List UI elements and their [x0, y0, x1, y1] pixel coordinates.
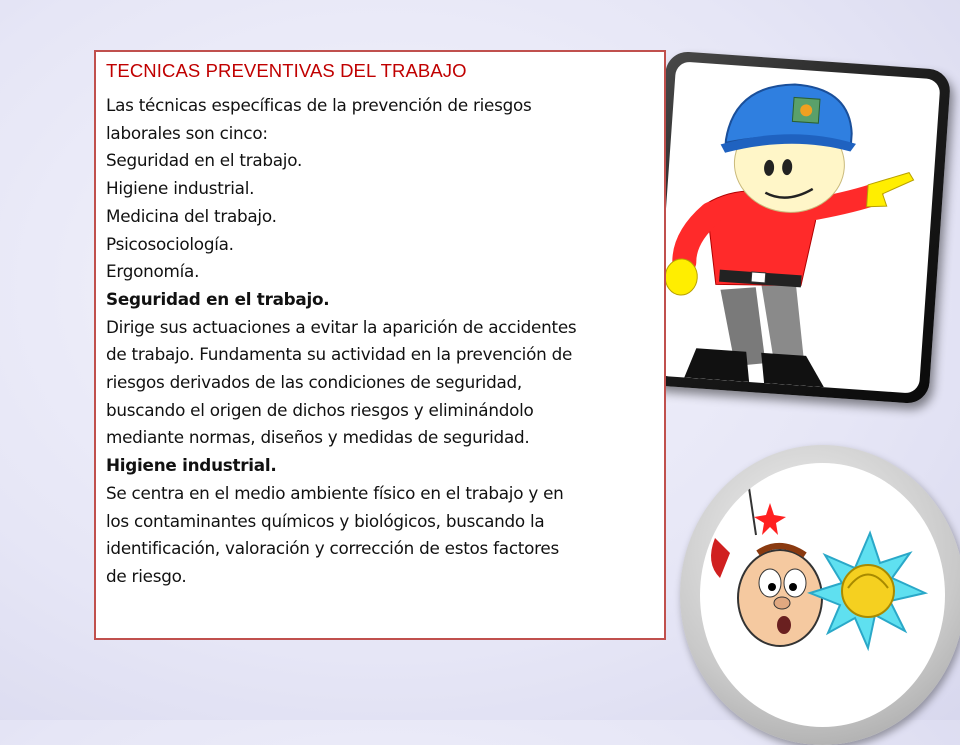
worker-pointing-illustration [654, 61, 940, 394]
head-impact-helmet-illustration [700, 463, 945, 727]
text-line: buscando el origen de dichos riesgos y eliminándolo [106, 399, 534, 420]
section-heading: Seguridad en el trabajo. [106, 288, 330, 309]
slide-title: TECNICAS PREVENTIVAS DEL TRABAJO [106, 60, 467, 81]
section-heading: Higiene industrial. [106, 455, 277, 476]
text-line: Ergonomía. [106, 261, 200, 282]
text-line: de riesgo. [106, 565, 187, 586]
text-line: Las técnicas específicas de la prevención de riesgos [106, 95, 532, 115]
text-line: los contaminantes químicos y biológicos, buscando la [106, 510, 545, 531]
content-text [106, 92, 654, 591]
text-line: Psicosociología. [106, 233, 234, 254]
text-line: mediante normas, diseños y medidas de seguridad. [106, 427, 530, 448]
impact-image-frame [680, 445, 960, 745]
text-line: Se centra en el medio ambiente físico en el trabajo y en [106, 482, 564, 503]
text-line: identificación, valoración y corrección de estos factores [106, 538, 559, 559]
text-line: laborales son cinco: [106, 122, 268, 143]
text-line: riesgos derivados de las condiciones de seguridad, [106, 372, 522, 393]
text-line: Medicina del trabajo. [106, 205, 277, 226]
text-line: Dirige sus actuaciones a evitar la aparición de accidentes [106, 316, 577, 337]
text-line: de trabajo. Fundamenta su actividad en la prevención de [106, 344, 573, 365]
text-line: Seguridad en el trabajo. [106, 150, 303, 171]
text-line: Higiene industrial. [106, 178, 255, 199]
worker-image-frame [644, 50, 952, 404]
content-panel [94, 50, 666, 640]
